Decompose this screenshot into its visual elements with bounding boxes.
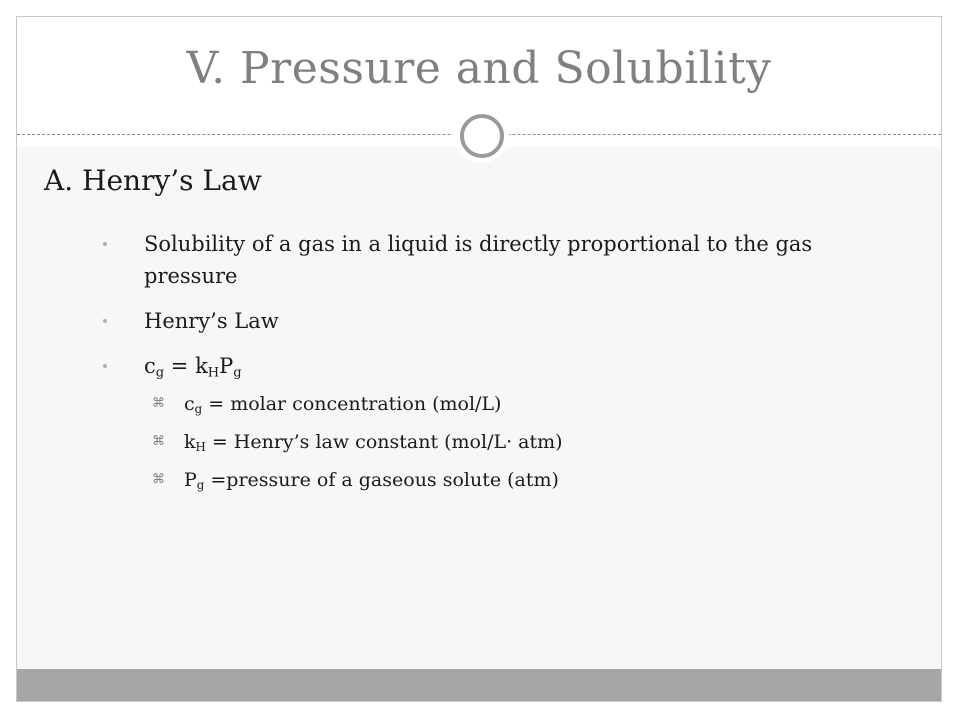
- command-key-bullet-icon: ⌘: [152, 472, 165, 487]
- sub-bullet-item: [152, 466, 852, 494]
- bullet-item: [103, 228, 863, 292]
- bullet-dot-icon: [103, 319, 107, 323]
- formula-eq: =: [164, 354, 196, 378]
- formula-p-sub: g: [233, 365, 242, 381]
- formula-c-sub: g: [155, 365, 165, 381]
- sub-bullet-symbol-sub: H: [195, 439, 206, 454]
- bullet-dot-icon: [103, 242, 107, 246]
- formula-k-sub: H: [207, 365, 220, 381]
- sub-bullet-symbol: k: [184, 431, 196, 453]
- bullet-item-formula: [103, 350, 863, 382]
- slide-title: V. Pressure and Solubility: [186, 43, 772, 94]
- bullet-dot-icon: [103, 364, 107, 368]
- sub-bullet-text: [184, 466, 559, 494]
- sub-bullet-definition: = Henry’s law constant (mol/L· atm): [205, 431, 563, 453]
- bullet-item: [103, 305, 863, 337]
- bullet-text: Solubility of a gas in a liquid is directly proportional to the gas pressure: [144, 232, 813, 288]
- bullet-text: Henry’s Law: [144, 309, 279, 333]
- formula-c: c: [144, 354, 156, 378]
- formula-text: [144, 350, 863, 382]
- sub-bullet-item: [152, 428, 852, 456]
- sub-bullet-item: [152, 390, 852, 418]
- command-key-bullet-icon: ⌘: [152, 396, 165, 411]
- sub-bullet-symbol-sub: g: [194, 401, 203, 416]
- sub-bullet-symbol-sub: g: [196, 477, 205, 492]
- sub-bullet-definition: =pressure of a gaseous solute (atm): [204, 469, 559, 491]
- divider-circle-ornament: [460, 114, 504, 158]
- sub-bullet-text: [184, 428, 563, 456]
- footer-bar: [17, 669, 941, 701]
- sub-bullet-definition: = molar concentration (mol/L): [202, 393, 502, 415]
- formula-k: k: [195, 354, 208, 378]
- command-key-bullet-icon: ⌘: [152, 434, 165, 449]
- sub-bullet-text: [184, 390, 501, 418]
- sub-bullet-symbol: c: [184, 393, 195, 415]
- formula-p: P: [219, 354, 234, 378]
- section-heading: A. Henry’s Law: [44, 164, 262, 197]
- sub-bullet-symbol: P: [184, 469, 197, 491]
